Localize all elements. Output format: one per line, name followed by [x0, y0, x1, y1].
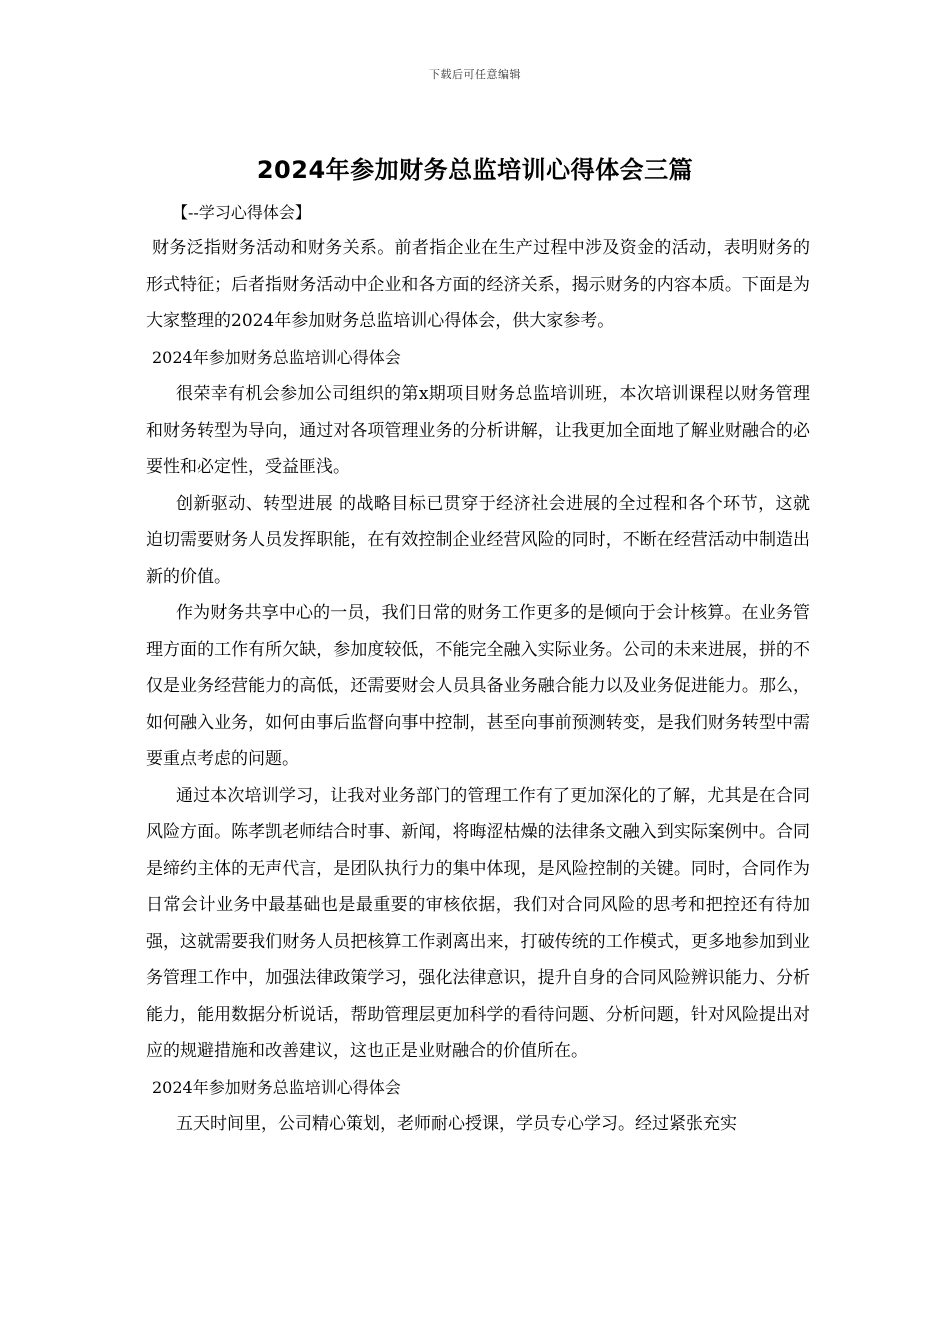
body-paragraph: 五天时间里，公司精心策划，老师耐心授课，学员专心学习。经过紧张充实	[176, 1114, 737, 1134]
document-subtitle: 【--学习心得体会】	[172, 203, 311, 222]
body-paragraph: 通过本次培训学习，让我对业务部门的管理工作有了更加深化的了解，尤其是在合同风险方面。陈孝凯老师结合时事、新闻，将晦涩枯燥的法律条文融入到实际案例中。合同是缔约主体的无声代言，是团队执行力的集中体现，是风险控制的关键。同时，合同作为日常会计业务中最基础也是最重要的审核依据，我们对合同风险的思考和把控还有待加强，这就需要我们财务人员把核算工作剥离出来，打破传统的工作模式，更多地参加到业务管理工作中，加强法律政策学习，强化法律意识，提升自身的合同风险辨识能力、分析能力，能用数据分析说话，帮助管理层更加科学的看待问题、分析问题，针对风险提出对应的规避措施和改善建议，这也正是业财融合的价值所在。	[146, 785, 810, 1061]
document-body	[146, 230, 810, 1143]
header-note: 下载后可任意编辑	[429, 68, 521, 81]
document-title: 2024年参加财务总监培训心得体会三篇	[256, 156, 694, 184]
section-heading-1: 2024年参加财务总监培训心得体会	[152, 347, 401, 367]
body-paragraph: 作为财务共享中心的一员，我们日常的财务工作更多的是倾向于会计核算。在业务管理方面的工作有所欠缺，参加度较低，不能完全融入实际业务。公司的未来进展，拼的不仅是业务经营能力的高低，还需要财会人员具备业务融合能力以及业务促进能力。那么，如何融入业务，如何由事后监督向事中控制，甚至向事前预测转变，是我们财务转型中需要重点考虑的问题。	[146, 603, 810, 769]
body-paragraph: 创新驱动、转型进展 的战略目标已贯穿于经济社会进展的全过程和各个环节，这就迫切需要财务人员发挥职能，在有效控制企业经营风险的同时，不断在经营活动中制造出新的价值。	[146, 493, 810, 587]
intro-paragraph: 财务泛指财务活动和财务关系。前者指企业在生产过程中涉及资金的活动，表明财务的形式特征；后者指财务活动中企业和各方面的经济关系，揭示财务的内容本质。下面是为大家整理的2024年参加财务总监培训心得体会，供大家参考。	[146, 238, 810, 331]
section-heading-2: 2024年参加财务总监培训心得体会	[152, 1077, 401, 1097]
body-paragraph: 很荣幸有机会参加公司组织的第x期项目财务总监培训班，本次培训课程以财务管理和财务转型为导向，通过对各项管理业务的分析讲解，让我更加全面地了解业财融合的必要性和必定性，受益匪浅。	[146, 384, 810, 477]
